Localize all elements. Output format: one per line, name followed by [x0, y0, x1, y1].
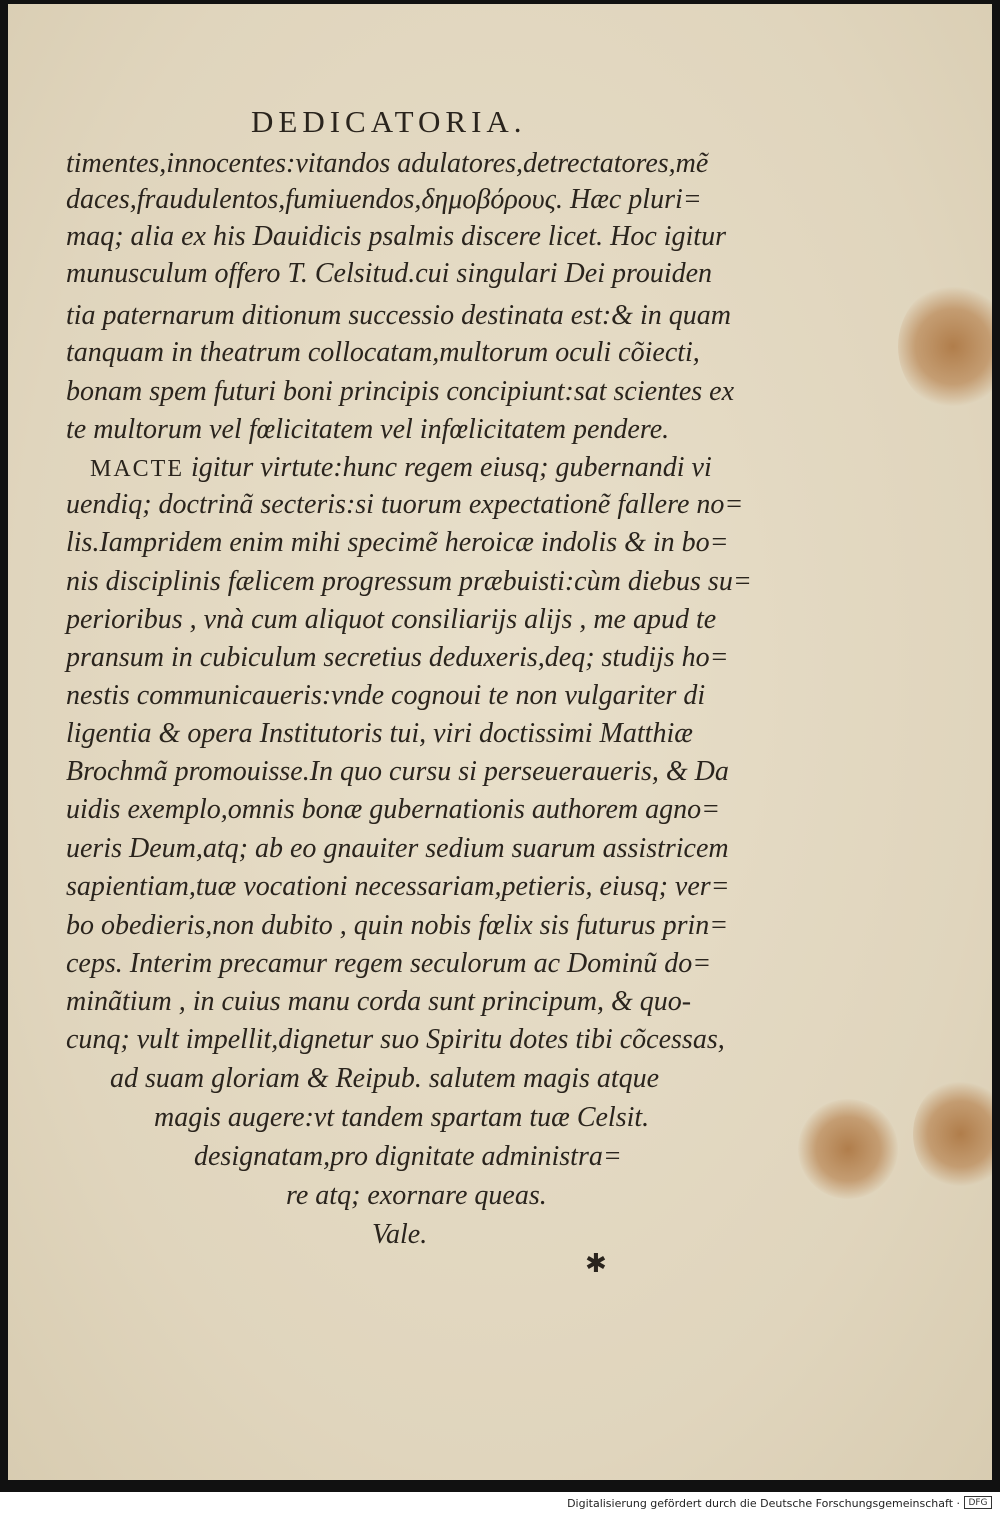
text-line: minãtium , in cuius manu corda sunt principum, & quo- — [66, 986, 692, 1017]
text-line: timentes,innocentes:vitandos adulatores,detrectatores,mẽ — [66, 148, 709, 179]
text-line: ligentia & opera Institutoris tui, viri doctissimi Matthiæ — [66, 718, 693, 749]
text-line: ad suam gloriam & Reipub. salutem magis atque — [110, 1063, 660, 1094]
running-head: DEDICATORIA. — [251, 104, 527, 139]
dedication-text — [8, 4, 992, 1480]
text-line: sapientiam,tuæ vocationi necessariam,petieris, eiusq; ver= — [66, 871, 730, 902]
text-line: munusculum offero T. Celsitud.cui singulari Dei prouiden — [66, 258, 713, 289]
small-caps-lead: MACTE — [90, 456, 184, 482]
text-line: Brochmã promouisse.In quo cursu si perseueraueris, & Da — [66, 756, 729, 787]
book-page — [8, 4, 992, 1480]
text-line: designatam,pro dignitate administra= — [194, 1141, 622, 1172]
text-line: re atq; exornare queas. — [286, 1180, 547, 1211]
dfg-logo: DFG — [964, 1496, 992, 1509]
asterisk-ornament: ✱ — [585, 1249, 607, 1279]
text-line-rest: igitur virtute:hunc regem eiusq; gubernandi vi — [191, 452, 712, 483]
text-line: lis.Iampridem enim mihi specimẽ heroicæ indolis & in bo= — [66, 527, 729, 558]
text-line: magis augere:vt tandem spartam tuæ Celsit. — [154, 1102, 650, 1133]
text-line: nestis communicaueris:vnde cognoui te non vulgariter di — [66, 680, 706, 711]
text-line: daces,fraudulentos,fumiuendos,δημοβόρους. Hæc pluri= — [66, 184, 702, 215]
text-line: nis disciplinis fælicem progressum præbuisti:cùm diebus su= — [66, 566, 752, 597]
text-line: pransum in cubiculum secretius deduxeris,deq; studijs ho= — [66, 642, 729, 673]
text-line: uidis exemplo,omnis bonæ gubernationis authorem agno= — [66, 794, 721, 825]
text-line — [90, 450, 712, 487]
text-line: ceps. Interim precamur regem seculorum ac Dominũ do= — [66, 948, 712, 979]
text-line: cunq; vult impellit,dignetur suo Spiritu dotes tibi cõcessas, — [66, 1024, 725, 1055]
text-line: bonam spem futuri boni principis concipiunt:sat scientes ex — [66, 376, 735, 407]
text-line: maq; alia ex his Dauidicis psalmis discere licet. Hoc igitur — [66, 221, 726, 252]
text-line: ueris Deum,atq; ab eo gnauiter sedium suarum assistricem — [66, 833, 729, 864]
text-line: tanquam in theatrum collocatam,multorum oculi cõiecti, — [66, 337, 700, 368]
text-line: Vale. — [372, 1219, 428, 1250]
text-line: uendiq; doctrinã secteris:si tuorum expectationẽ fallere no= — [66, 489, 744, 520]
funding-credit: Digitalisierung gefördert durch die Deutsche Forschungsgemeinschaft · — [567, 1497, 960, 1510]
text-line: bo obedieris,non dubito , quin nobis fœlix sis futurus prin= — [66, 910, 729, 941]
text-line: perioribus , vnà cum aliquot consiliarijs alijs , me apud te — [66, 604, 717, 635]
text-line: te multorum vel fœlicitatem vel infœlicitatem pendere. — [66, 414, 670, 445]
text-line: tia paternarum ditionum successio destinata est:& in quam — [66, 300, 731, 331]
